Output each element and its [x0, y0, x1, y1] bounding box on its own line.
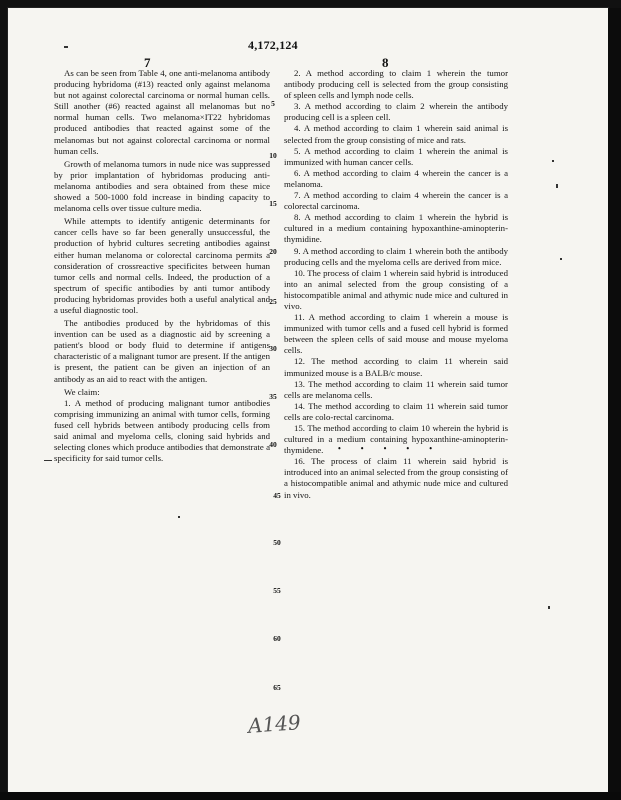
line-number: 25 — [269, 297, 277, 306]
claim-item: 14. The method according to claim 11 wherein said tumor cells are colo-rectal carcinoma. — [284, 400, 508, 422]
scan-speck — [560, 258, 562, 260]
paragraph: As can be seen from Table 4, one anti-melanoma antibody producing hybridoma (#13) reacted only against melanoma but not against colorectal carcinoma or normal human cells. Still another (#6) reacted against all melanomas but no normal human cells. Two melanoma×IT22 hybridomas produced antibodies that reacted against some of the melanomas but not against colorectal carcinoma or normal human cells. — [54, 68, 270, 156]
line-number: 10 — [269, 151, 277, 160]
right-column-claims — [284, 68, 508, 501]
claim-item: 11. A method according to claim 1 wherein a mouse is immunized with tumor cells and a fused cell hybrid is formed between the spleen cells of said mouse and mouse myeloma cells. — [284, 312, 508, 356]
line-number: 40 — [269, 440, 277, 449]
claim-1: 1. A method of producing malignant tumor antibodies comprising immunizing an animal with tumor cells, forming fused cell hybrids between antibody producing cells from said animal and myeloma cells, cloning said hybrids and selecting clones which produce antibodies that demonstrate a specificity for said tumor cells. — [54, 397, 270, 464]
claim-item: 13. The method according to claim 11 wherein said tumor cells are melanoma cells. — [284, 378, 508, 400]
scan-speck — [44, 460, 52, 461]
claim-item: 9. A method according to claim 1 wherein both the antibody producing cells and the myeloma cells are derived from mice. — [284, 245, 508, 267]
line-number: 15 — [269, 199, 277, 208]
line-number: 65 — [273, 683, 281, 692]
scan-speck — [548, 606, 550, 609]
line-number: 45 — [273, 491, 281, 500]
claims-heading: We claim: — [64, 386, 100, 397]
line-number: 50 — [273, 538, 281, 547]
claim-item: 6. A method according to claim 4 wherein the cancer is a melanoma. — [284, 167, 508, 189]
claim-item: 2. A method according to claim 1 wherein the tumor antibody producing cell is selected from the group consisting of spleen cells and lymph node cells. — [284, 68, 508, 101]
left-column-text — [54, 68, 270, 464]
claim-item: 8. A method according to claim 1 wherein the hybrid is cultured in a medium containing hypoxanthine-aminopterin-thymidine. — [284, 212, 508, 245]
paragraph: Growth of melanoma tumors in nude nice was suppressed by prior implantation of hybridomas producing anti-melanoma antibodies and sera obtained from these mice showed a 500-1000 fold increase in binding capacity to melanoma cells over tissue culture media. — [54, 158, 270, 214]
scan-border-right — [608, 8, 621, 792]
scan-speck — [552, 160, 554, 162]
scan-speck — [556, 184, 558, 188]
line-number: 60 — [273, 634, 281, 643]
scan-border-bottom — [0, 792, 621, 800]
paragraph: While attempts to identify antigenic determinants for cancer cells have so far been generally unsuccessful, the production of hybrid cultures secreting antibodies against either human melanoma or colorectal carcinoma permits a consideration of crossreactive specificites between human tumor cells and normal cells. Indeed, the production of a spectrum of specific antibodies by anti tumor antibody producing hybridomas provides both a useful analytical and a useful diagnostic tool. — [54, 216, 270, 315]
end-of-document-marks: • • • • • — [338, 444, 442, 453]
column-number-right: 8 — [382, 55, 389, 70]
claim-item: 7. A method according to claim 4 wherein the cancer is a colorectal carcinoma. — [284, 190, 508, 212]
claim-item: 3. A method according to claim 2 wherein the antibody producing cell is a spleen cell. — [284, 101, 508, 123]
line-number: 30 — [269, 344, 277, 353]
patent-number: 4,172,124 — [248, 38, 298, 52]
claim-item: 10. The process of claim 1 wherein said hybrid is introduced into an animal selected from the group consisting of a histocompatible animal and athymic nude mice and cultured in vivo. — [284, 267, 508, 311]
line-number: 5 — [271, 99, 275, 108]
claim-item: 15. The method according to claim 10 wherein the hybrid is cultured in a medium containing hypoxanthine-aminopterin-thymidene. — [284, 423, 508, 456]
claim-item: 12. The method according to claim 11 wherein said immunized mouse is a BALB/c mouse. — [284, 356, 508, 378]
scan-speck — [178, 516, 180, 518]
line-number: 55 — [273, 586, 281, 595]
column-number-left: 7 — [144, 55, 151, 70]
line-number: 35 — [269, 392, 277, 401]
scan-speck — [64, 46, 68, 48]
claim-item: 16. The process of claim 11 wherein said hybrid is introduced into an animal selected from the group consisting of a histocompatible animal and athymic nude mice and cultured in vivo. — [284, 456, 508, 500]
handwritten-note: A149 — [247, 710, 302, 738]
claim-item: 4. A method according to claim 1 wherein said animal is selected from the group consisting of mice and rats. — [284, 123, 508, 145]
claim-item: 5. A method according to claim 1 wherein the animal is immunized with human cancer cells. — [284, 145, 508, 167]
paragraph: The antibodies produced by the hybridomas of this invention can be used as a diagnostic aid by screening a patient's blood or body fluid to determine if antigens characteristic of a malignant tumor are present. If the antigen is present, the patient can be given an injection of an antibody as an aid to react with the antigen. — [54, 318, 270, 384]
line-number: 20 — [269, 247, 277, 256]
